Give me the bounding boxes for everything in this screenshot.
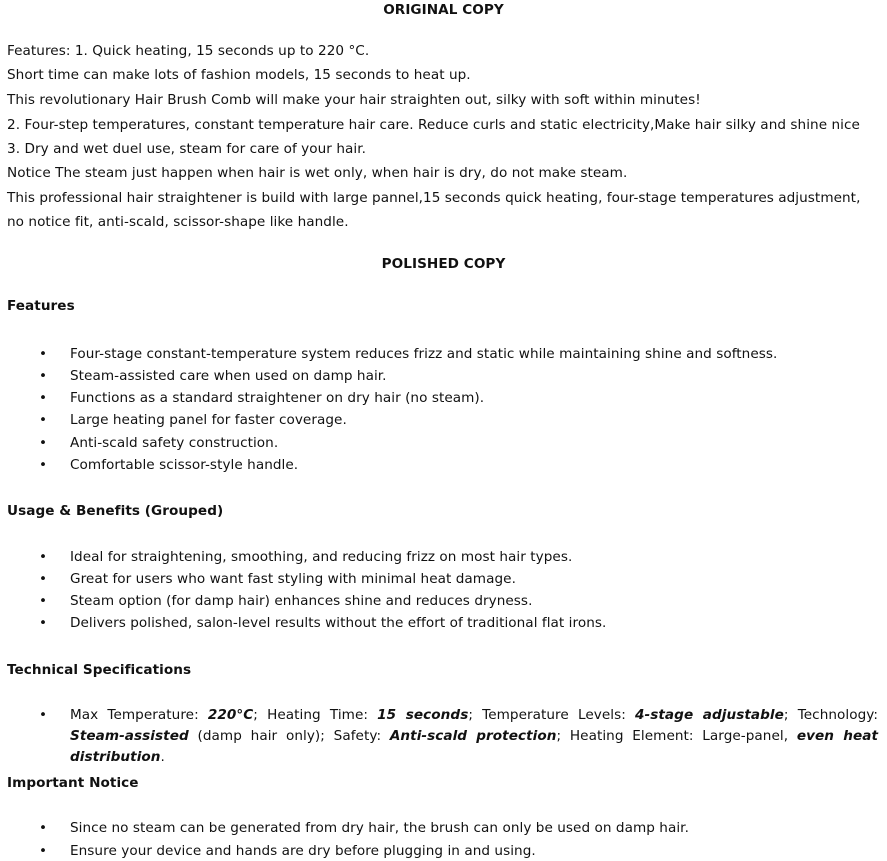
features-heading: Features: [7, 298, 75, 314]
notice-item-2: Ensure your device and hands are dry before plugging in and using.: [70, 843, 536, 859]
bullet-icon: •: [38, 820, 48, 836]
bullet-icon: •: [38, 707, 48, 723]
bullet-icon: •: [38, 412, 48, 428]
spec-element-label: ; Heating Element: Large-panel,: [556, 728, 797, 744]
notice-item-1: Since no steam can be generated from dry hair, the brush can only be used on damp hair.: [70, 820, 689, 836]
original-copy-heading: ORIGINAL COPY: [383, 2, 504, 18]
bullet-icon: •: [38, 457, 48, 473]
bullet-icon: •: [38, 615, 48, 631]
bullet-icon: •: [38, 571, 48, 587]
usage-heading: Usage & Benefits (Grouped): [7, 503, 224, 519]
original-line-6: Notice The steam just happen when hair is wet only, when hair is dry, do not make steam.: [7, 165, 628, 181]
bullet-icon: •: [38, 593, 48, 609]
usage-item-4: Delivers polished, salon-level results without the effort of traditional flat irons.: [70, 615, 607, 631]
original-line-1: Features: 1. Quick heating, 15 seconds up to 220 °C.: [7, 43, 370, 59]
spec-safety-value: Anti-scald protection: [389, 728, 557, 744]
bullet-icon: •: [38, 390, 48, 406]
spec-temp-levels-label: ; Temperature Levels:: [468, 707, 636, 723]
spec-technology-note: (damp hair only); Safety:: [188, 728, 390, 744]
spec-end: .: [160, 749, 165, 765]
features-item-4: Large heating panel for faster coverage.: [70, 412, 347, 428]
features-item-1: Four-stage constant-temperature system reduces frizz and static while maintaining shine and softness.: [70, 346, 778, 362]
features-item-3: Functions as a standard straightener on dry hair (no steam).: [70, 390, 485, 406]
features-item-6: Comfortable scissor-style handle.: [70, 457, 299, 473]
usage-item-3: Steam option (for damp hair) enhances shine and reduces dryness.: [70, 593, 533, 609]
bullet-icon: •: [38, 368, 48, 384]
spec-heating-time-value: 15 seconds: [377, 707, 469, 723]
spec-heating-time-label: ; Heating Time:: [253, 707, 378, 723]
original-line-8: no notice fit, anti-scald, scissor-shape like handle.: [7, 214, 349, 230]
spec-technology-label: ; Technology:: [783, 707, 879, 723]
bullet-icon: •: [38, 435, 48, 451]
spec-max-temp-value: 220°C: [207, 707, 254, 723]
original-line-2: Short time can make lots of fashion models, 15 seconds to heat up.: [7, 67, 471, 83]
original-line-3: This revolutionary Hair Brush Comb will make your hair straighten out, silky with soft within minutes!: [7, 92, 701, 108]
features-item-2: Steam-assisted care when used on damp hair.: [70, 368, 387, 384]
spec-element-value: even heat distribution: [70, 728, 878, 765]
specs-item: [70, 705, 878, 768]
original-line-5: 3. Dry and wet duel use, steam for care of your hair.: [7, 141, 366, 157]
notice-heading: Important Notice: [7, 775, 139, 791]
polished-copy-heading: POLISHED COPY: [381, 256, 506, 272]
specs-heading: Technical Specifications: [7, 662, 192, 678]
original-line-4: 2. Four-step temperatures, constant temperature hair care. Reduce curls and static electricity,Make hair silky and shine nice: [7, 117, 860, 133]
spec-max-temp-label: Max Temperature:: [70, 707, 208, 723]
usage-item-1: Ideal for straightening, smoothing, and reducing frizz on most hair types.: [70, 549, 573, 565]
bullet-icon: •: [38, 843, 48, 859]
bullet-icon: •: [38, 549, 48, 565]
usage-item-2: Great for users who want fast styling with minimal heat damage.: [70, 571, 516, 587]
spec-technology-value: Steam-assisted: [70, 728, 189, 744]
features-item-5: Anti-scald safety construction.: [70, 435, 279, 451]
original-line-7: This professional hair straightener is build with large pannel,15 seconds quick heating, four-stage temperatures adjustment,: [7, 190, 861, 206]
spec-temp-levels-value: 4-stage adjustable: [635, 707, 784, 723]
bullet-icon: •: [38, 346, 48, 362]
